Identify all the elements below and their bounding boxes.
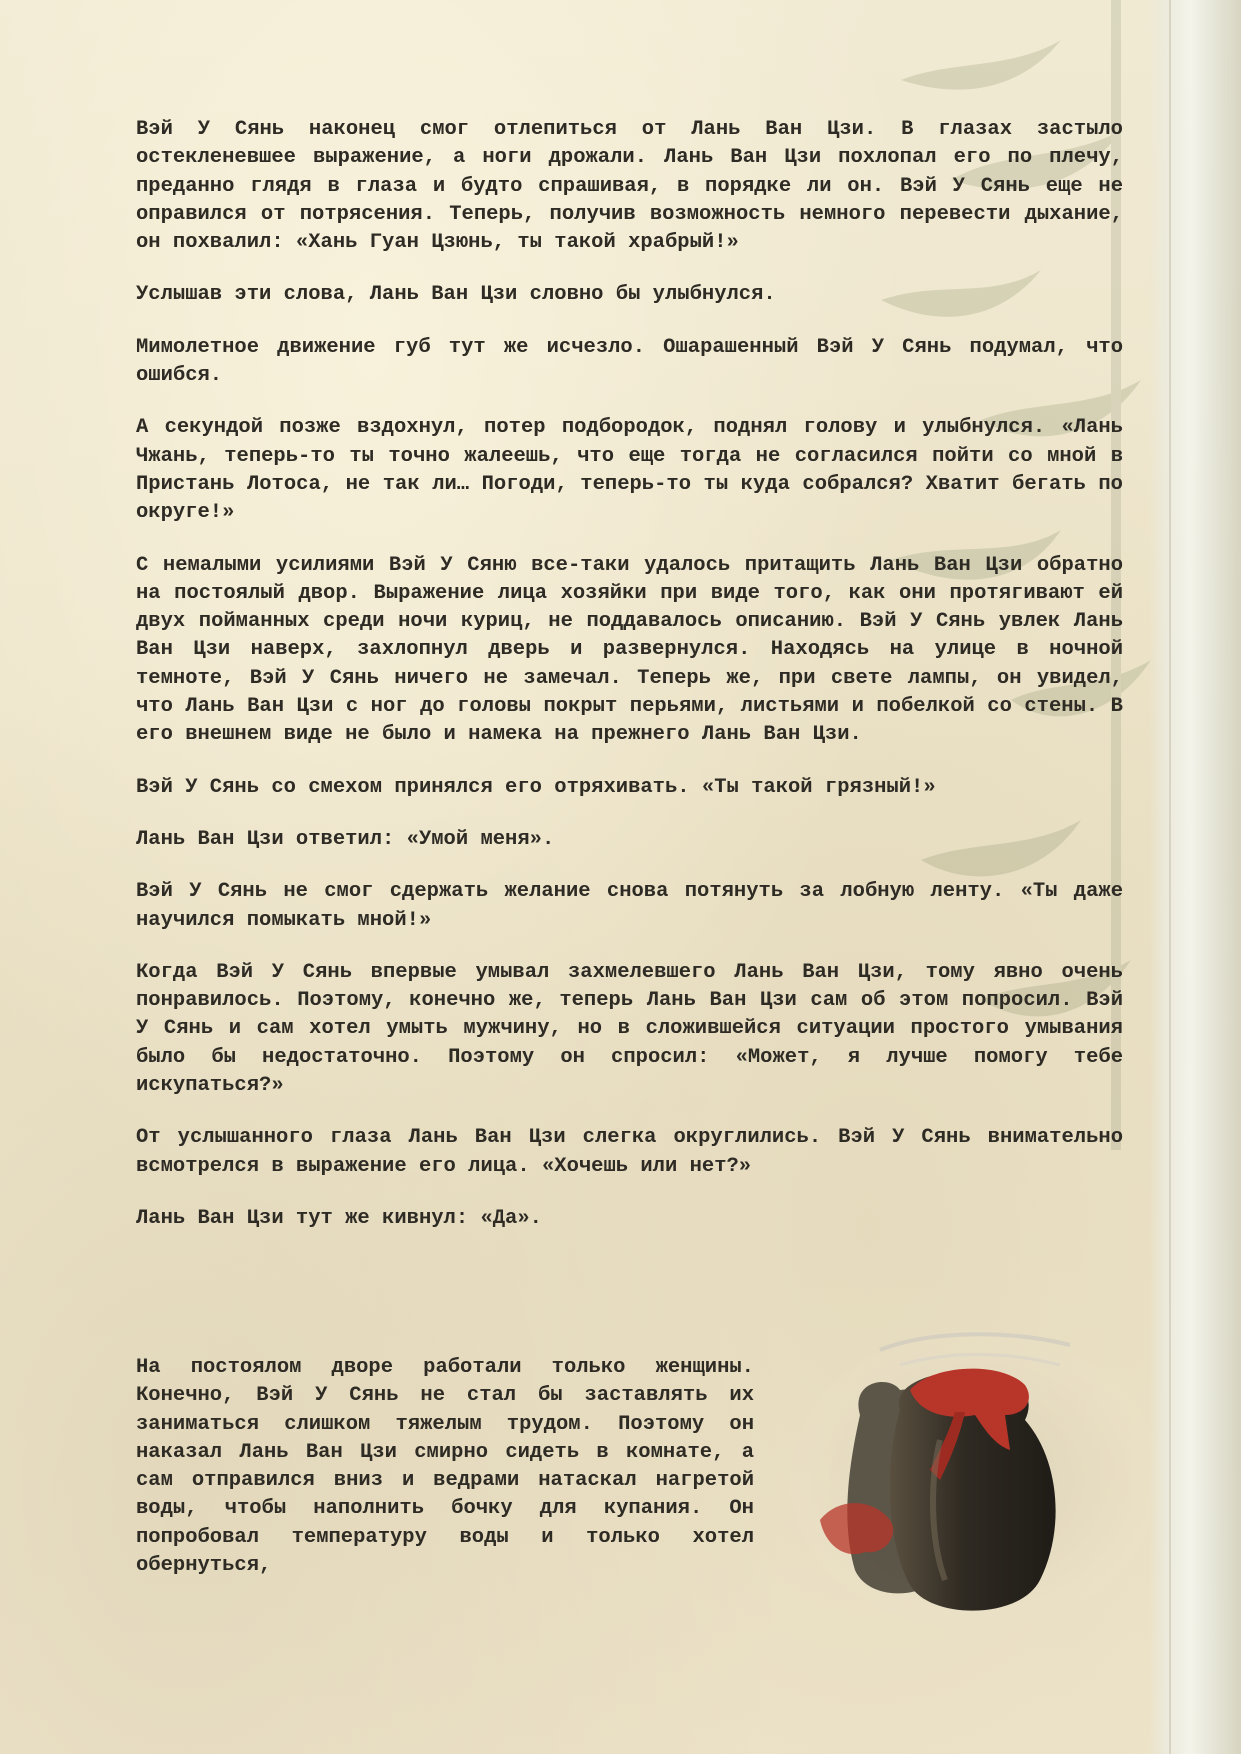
paragraph: С немалыми усилиями Вэй У Сяню все-таки удалось притащить Лань Ван Цзи обратно на постоялый двор. Выражение лица хозяйки при виде того, как они протягивают ей двух пойманных среди ночи куриц, не поддавалось описанию. Вэй У Сянь увлек Лань Ван Цзи наверх, захлопнул дверь и развернулся. Находясь на улице в ночной темноте, Вэй У Сянь ничего не замечал. Теперь же, при свете лампы, он увидел, что Лань Ван Цзи с ног до головы покрыт перьями, листьями и побелкой со стены. В его внешнем виде не было и намека на прежнего Лань Ван Цзи.: [136, 553, 1123, 747]
paper-edge: [1149, 0, 1241, 1754]
paragraph: Вэй У Сянь не смог сдержать желание снова потянуть за лобную ленту. «Ты даже научился помыкать мной!»: [136, 880, 1123, 932]
paragraph: Услышав эти слова, Лань Ван Цзи словно бы улыбнулся.: [136, 283, 776, 307]
last-paragraph: На постоялом дворе работали только женщины. Конечно, Вэй У Сянь не стал бы заставлять их заниматься слишком тяжелым трудом. Поэтому он наказал Лань Ван Цзи смирно сидеть в комнате, а сам отправился вниз и ведрами натаскал нагретой воды, чтобы наполнить бочку для купания. Он попробовал температуру воды и только хотел обернуться,: [136, 1356, 754, 1578]
paragraph: Вэй У Сянь со смехом принялся его отряхивать. «Ты такой грязный!»: [136, 775, 936, 799]
paragraph: А секундой позже вздохнул, потер подбородок, поднял голову и улыбнулся. «Лань Чжань, теперь-то ты точно жалеешь, что еще тогда не согласился пойти со мной в Пристань Лотоса, не так ли… Погоди, теперь-то ты куда собрался? Хватит бегать по округе!»: [136, 416, 1123, 525]
paragraph: Когда Вэй У Сянь впервые умывал захмелевшего Лань Ван Цзи, тому явно очень понравилось. Поэтому, конечно же, теперь Лань Ван Цзи сам об этом попросил. Вэй У Сянь и сам хотел умыть мужчину, но в сложившейся ситуации простого умывания было бы недостаточно. Поэтому он спросил: «Может, я лучше помогу тебе искупаться?»: [136, 960, 1123, 1098]
paragraph: Мимолетное движение губ тут же исчезло. Ошарашенный Вэй У Сянь подумал, что ошибся.: [136, 335, 1123, 388]
paragraph: От услышанного глаза Лань Ван Цзи слегка округлились. Вэй У Сянь внимательно всмотрелся в выражение его лица. «Хочешь или нет?»: [136, 1126, 1123, 1178]
paragraph: Лань Ван Цзи ответил: «Умой меня».: [136, 827, 555, 851]
main-text: [136, 116, 1123, 1257]
paper-fold-line: [1169, 0, 1171, 1754]
wine-jar-icon: [790, 1320, 1160, 1630]
paragraph: Вэй У Сянь наконец смог отлепиться от Лань Ван Цзи. В глазах застыло остекленевшее выражение, а ноги дрожали. Лань Ван Цзи похлопал его по плечу, преданно глядя в глаза и будто спрашивая, в порядке ли он. Вэй У Сянь еще не оправился от потрясения. Теперь, получив возможность немного перевести дыхание, он похвалил: «Хань Гуан Цзюнь, ты такой храбрый!»: [136, 118, 1123, 255]
paragraph: Лань Ван Цзи тут же кивнул: «Да».: [136, 1206, 542, 1230]
